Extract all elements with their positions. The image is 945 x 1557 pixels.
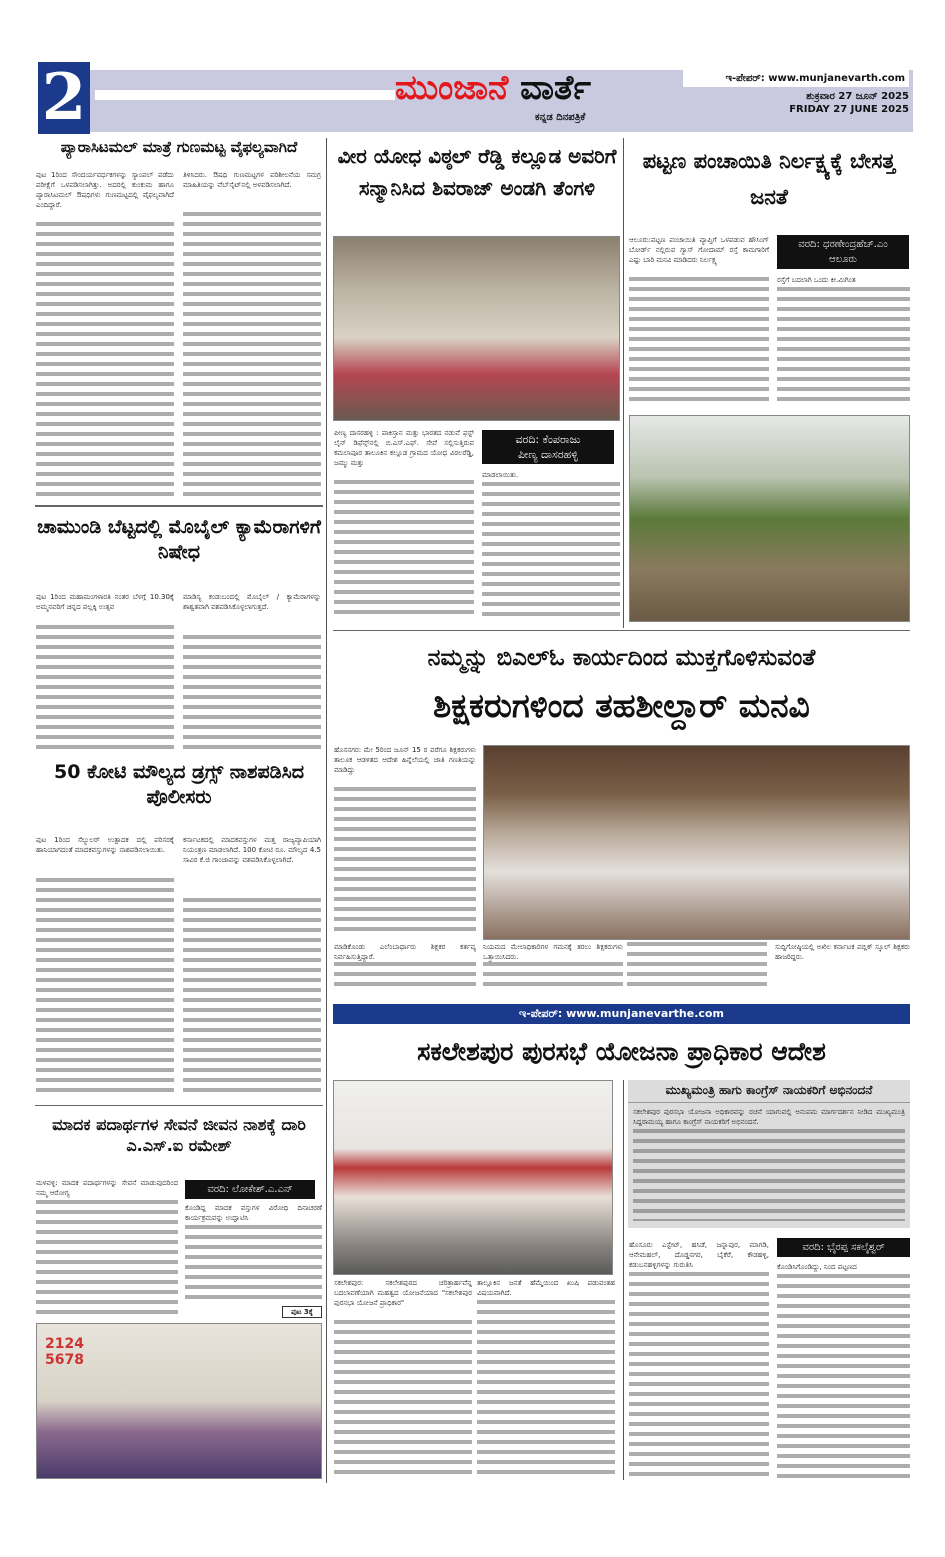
- masthead-divider: [95, 90, 395, 100]
- photo-board-text: 2124 5678: [45, 1336, 84, 1368]
- newspaper-logo: [395, 68, 591, 108]
- photo-town-municipality: [333, 1080, 613, 1275]
- article-body: ಪುಟ 1ರಿಂದ ಸೌಂದರ್ಯವರ್ಧಕಗಳನ್ನು ಸ್ಯಾಂಪಲ್ ಪಡೆದು ಪರೀಕ್ಷೆಗೆ ಒಳಪಡಿಸಲಾಗಿತ್ತು. ಅದರಲ್ಲಿ ಕುಂಕುಮ ಹಾಗೂ ಪ್ಯಾರಾಸಿಟಮಲ್ ಔಷಧಿಗಳು ಗುಣಮಟ್ಟದಲ್ಲಿ ವೈಫಲ್ಯವಾಗಿದೆ ಎಂದಿದ್ದಾರೆ.: [36, 171, 174, 209]
- logo-part1: ಮುಂಜಾನೆ: [395, 68, 509, 108]
- article-body: ರಸ್ತೆಗೆ ಬದಲಾಗಿ ಒಂದು ಕೀ.ಮಿಗಿಂತ: [777, 276, 856, 284]
- byline-place: ಪೀಣ್ಯ ದಾಸರಹಳ್ಳಿ: [518, 448, 578, 461]
- article-body: ಮಾಡಿಕೊಂಡು ಎಲೆಂಬಾರ್ಥಾರು ಶಿಕ್ಷಕರ ಕರ್ತವ್ಯ ನಿರ್ವಹಿಸುತ್ತಿದ್ದಾರೆ.: [334, 943, 476, 961]
- divider: [35, 505, 323, 507]
- date-english: FRIDAY 27 JUNE 2025: [789, 104, 909, 115]
- article-body: ಪುಟ 1ರಿಂದ ಸೆಲ್ಯುಲರ್ ಉತ್ಪಾದಕ ದಲ್ಲಿ ಪರಿಸರಕ್ಕೆ ಹಾನಿಯಾಗದಂತೆ ಮಾದಕವಸ್ತುಗಳನ್ನು ನಾಶಪಡಿಸಲಾಯಿತು.: [36, 836, 174, 854]
- headline-chamundi: ಚಾಮುಂಡಿ ಬೆಟ್ಟದಲ್ಲಿ ಮೊಬೈಲ್ ಕ್ಯಾಮೆರಾಗಳಿಗೆ ನಿಷೇಧ: [37, 516, 321, 563]
- headline-veera: ವೀರ ಯೋಧ ವಿಠ್ಠಲ್ ರೆಡ್ಡಿ ಕಲ್ಲೂಡ ಅವರಿಗೆ ಸನ್ಮಾನಿಸಿದ ಶಿವರಾಜ್ ಅಂಡಗಿ ತೆಂಗಳಿ: [337, 144, 617, 200]
- byline-name: ವರದಿ: ಧರಣೇಂದ್ರಹೆಚ್.ಎಂ: [798, 239, 888, 250]
- text-column: [334, 962, 476, 992]
- text-column: [633, 1129, 905, 1221]
- continued-label: ಪುಟ 3ಕ್ಕೆ: [282, 1306, 322, 1318]
- byline: [482, 430, 614, 464]
- text-column: [334, 787, 476, 937]
- article-body: ಸಕಲೇಶಪುರ: ಸಕಲೇಶಪುರದ ಚರಿತ್ರಾರ್ಹವೆನ್ನ ಬದಲಾವಣೆಯಾಗಿ ಮಹತ್ವದ ಯೋಜನೆಯಾದ "ಸಕಲೇಶಪುರ ಪುರಸಭಾ ಯೋಜನೆ ಪ್ರಾಧಿಕಾರ": [334, 1279, 472, 1307]
- text-column: [36, 1200, 178, 1318]
- headline-cm: ಮುಖ್ಯಮಂತ್ರಿ ಹಾಗು ಕಾಂಗ್ರೆಸ್ ನಾಯಕರಿಗೆ ಅಭಿನಂದನೆ: [628, 1080, 910, 1103]
- byline-name: ವರದಿ: ಕೆಂಪರಾಜು: [515, 433, 581, 446]
- text-column: [36, 222, 174, 497]
- column-rule: [623, 138, 624, 628]
- text-column: [629, 277, 769, 407]
- tagline: ಕನ್ನಡ ದಿನಪತ್ರಿಕೆ: [535, 112, 586, 123]
- text-column: [629, 1272, 769, 1480]
- text-column: [627, 942, 767, 992]
- text-column: [183, 212, 321, 497]
- article-body: ಕೊಂಡಿಸಿಗೊಂಡಿದ್ದು, ನಿಂದ ಪಟ್ಟಣದ: [777, 1263, 857, 1271]
- photo-felicitation: [333, 236, 620, 421]
- text-column: [185, 1225, 322, 1305]
- article-body: ಪುಟ 1ರಿಂದ ಮಹಾಮಂಗಳಾರತಿ ನಂತರ ಬೆಳಗ್ಗೆ 10.30ಕ್ಕೆ ಅಮ್ಮನವರಿಗೆ ಚಿನ್ನದ ಪಲ್ಲಕ್ಕಿ ಉತ್ಸವ: [36, 593, 174, 611]
- article-body: ಕರ್ನಾಟಕದಲ್ಲಿ ಮಾದಕವಸ್ತುಗಳ ಮತ್ತ ರಾಜ್ಯವ್ಯಾಪಿಯಾಗಿ ನಿಯಂತ್ರಣ ಮಾಡಲಾಗಿದೆ. 100 ಕೋಟಿ ರೂ. ಮೌಲ್ಯದ 4.5 ಸಾವಿರ ಕೆ.ಜಿ ಗಾಂಜಾವನ್ನು ವಶಪಡಿಸಿಕೊಳ್ಳಲಾಗಿದೆ.: [183, 836, 321, 864]
- byline-place: ಆಲೂರು: [829, 254, 857, 265]
- byline: ವರದಿ: ಲೋಕೇಶ್.ಎ.ಎನ್: [185, 1180, 315, 1199]
- text-column: [477, 1300, 615, 1480]
- headline-madaka: ಮಾದಕ ಪದಾರ್ಥಗಳ ಸೇವನೆ ಜೀವನ ನಾಶಕ್ಕೆ ದಾರಿ ಎ.ಎಸ್.ಐ ರಮೇಶ್: [52, 1115, 306, 1155]
- photo-drug-awareness-event: [36, 1323, 322, 1479]
- divider: [35, 1105, 323, 1106]
- headline-blo-1: ನಮ್ಮನ್ನು ಬಿಎಲ್‌ಓ ಕಾರ್ಯದಿಂದ ಮುಕ್ತಗೊಳಿಸುವಂತೆ: [427, 645, 816, 671]
- article-body: ತಾಲ್ಲೂಕಿನ ಜನತೆ ಹೆಮ್ಮೆಯಿಂದ ಖುಷಿ ಪಡುವಂತಹ ವಿಷಯವಾಗಿದೆ.: [477, 1279, 615, 1297]
- logo-part2: ವಾರ್ತೆ: [520, 68, 591, 108]
- text-column: [482, 482, 620, 620]
- article-body: ಸಕಲೇಶಪುರ ಪುರಸಭಾ ಯೋಜನಾ ಅಧಿಕಾರವನ್ನು ರಚನೆ ಯಾಗುವಲ್ಲಿ ಅನುಪಮ ಮಾರ್ಗದರ್ಶನ ನೀಡಿದ ಮುಖ್ಯಮಂತ್ರಿ ಸಿದ್ದರಾಮಯ್ಯ ಹಾಗೂ ಕಾಂಗ್ರೆಸ್ ನಾಯಕರಿಗೆ ಅಭಿನಂದನೆ.: [633, 1107, 905, 1126]
- page-number: 2: [38, 62, 90, 134]
- article-body: ಮಾಡಿಸ್ಯ ಕಂಡುಬಂದಲ್ಲಿ ಮೊಬೈಲ್ / ಕ್ಯಾಮೆರಾಗಳನ್ನು ಶಾಶ್ವತವಾಗಿ ವಶಪಡಿಸಿಕೊಳ್ಳಲಾಗುತ್ತದೆ.: [183, 593, 321, 611]
- article-body: ಸುದ್ದಿಗೋಷ್ಠಿಯಲ್ಲಿ ಅಖಿಲ ಕರ್ನಾಟಕ ಪಬ್ಲಿಕ್ ಸ್ಕೂಲ್ ಶಿಕ್ಷಕರು ಹಾಜರಿದ್ದರು.: [775, 943, 910, 961]
- text-column: [777, 1274, 910, 1480]
- article-body: ಆಲೂರು:ಪಟ್ಟಣ ಪಂಚಾಯಿತಿ ವ್ಯಾಪ್ತಿಗೆ ಒಳಪಡುವ ಹೌಸಿಂಗ್ ಬೋರ್ಡ್ ನಲ್ಲಿರುವ ಗ್ಯಾಸ್ ಗೋದಾಮ್ ರಸ್ತೆ ಕಾಮಗಾರಿಗೆ ಎಷ್ಟು ಬಾರಿ ಮನವಿ ಮಾಡಿದರು ನಿರ್ಲಕ್ಷ್ಯ: [629, 236, 769, 264]
- date-kannada: ಶುಕ್ರವಾರ 27 ಜೂನ್ 2025: [806, 91, 909, 102]
- article-body: ಹೊಸೂರು ಎಸ್ಟೇಟ್, ಹಸಿಡೆ, ಜನ್ನಾಪುರ, ಮಾಗಡಿ, ಆನೇಮಹಲ್, ದೊಡ್ಡನಗರ, ಬೈಕೆರೆ, ಕೌಡಹಳ್ಳಿ, ಕಡುಬನಹಳ್ಳಿಗಳನ್ನು ಗುರುತಿಸಿ: [629, 1241, 769, 1269]
- text-column: [777, 287, 910, 407]
- masthead-info: [683, 70, 913, 124]
- epaper-link[interactable]: ಇ-ಪೇಪರ್: www.munjanevarth.com: [683, 70, 909, 87]
- column-rule: [326, 138, 327, 1483]
- article-body: ಮಳವಳ್ಳಿ: ಮಾದಕ ಪದಾರ್ಥಗಳನ್ನು ಸೇವನೆ ಮಾಡುವುದರಿಂದ ನಮ್ಮ ಆರೋಗ್ಯ: [36, 1179, 178, 1197]
- headline-paracetamol: ಪ್ಯಾರಾಸಿಟಮಲ್ ಮಾತ್ರೆ ಗುಣಮಟ್ಟ ವೈಫಲ್ಯವಾಗಿದೆ: [60, 138, 298, 156]
- column-rule: [623, 1080, 624, 1480]
- text-column: [483, 962, 623, 992]
- photo-damaged-road: [629, 415, 910, 622]
- article-body: ಮಾಡಲಾಯಿತು.: [482, 471, 519, 479]
- byline: ವರದಿ: ಭೈರಪ್ಪ ಸಕಲೈಶ್ವರ್: [777, 1238, 910, 1257]
- text-column: [334, 1320, 472, 1480]
- article-body: ಹೊಸನಗರ: ಮೇ 5ರಿಂದ ಜೂನ್ 15 ರ ವರೆಗೂ ಶಿಕ್ಷಕರುಗಳು ತಾಲೂಕ ಆಡಳಿತದ ಆದೇಶ ಹಿನ್ನೆಲೆಯಲ್ಲಿ ಜಾತಿ ಗಣತಿಯನ್ನು ಮಾಡಿದ್ದು: [334, 746, 476, 774]
- epaper-banner[interactable]: ಇ-ಪೇಪರ್: www.munjanevarthe.com: [333, 1004, 910, 1024]
- divider: [333, 630, 910, 631]
- headline-blo-2: ಶಿಕ್ಷಕರುಗಳಿಂದ ತಹಶೀಲ್ದಾರ್ ಮನವಿ: [433, 686, 810, 725]
- photo-teachers-memorandum: [483, 745, 910, 940]
- byline: [777, 235, 909, 269]
- article-body: [627, 942, 767, 992]
- headline-drugs: 50 ಕೋಟಿ ಮೌಲ್ಯದ ಡ್ರಗ್ಸ್ ನಾಶಪಡಿಸಿದ ಪೊಲೀಸರು: [54, 761, 304, 808]
- text-column: [183, 635, 321, 750]
- text-column: [183, 898, 321, 1098]
- article-body: ತಿಳಿಸಿದರು. ಔಷಧಿ ಗುಣಮಟ್ಟಗಳ ಪರಿಶೀಲನೆಯ ಸಮಗ್ರ ಮಾಹಿತಿಯನ್ನು ವೆಬ್‌ಸೈಟ್‌ನಲ್ಲಿ ಅಳವಡಿಸಲಾಗಿದೆ.: [183, 171, 321, 189]
- sidebar-box-cm: [628, 1080, 910, 1228]
- article-body: ಕೊಂಡಿದ್ದ ಮಾದಕ ವಸ್ತುಗಳ ವಿರೋಧಿ ದಿನಾಚರಣೆ ಕಾರ್ಯಕ್ರಮವನ್ನು ಉದ್ಘಾಟಿಸಿ: [185, 1204, 322, 1222]
- headline-pattana: ಪಟ್ಟಣ ಪಂಚಾಯಿತಿ ನಿರ್ಲಕ್ಷ್ಯಕ್ಕೆ ಬೇಸತ್ತ ಜನತೆ: [642, 149, 896, 209]
- text-column: [36, 625, 174, 750]
- article-body: ಪೀಣ್ಯ ದಾಸರಹಳ್ಳಿ : ಪಾಕಿಸ್ತಾನ ಮತ್ತು ಭಾರತದ ನಡುವೆ ಫಸ್ಟ್ ಲೈನ್ ಡಿಫೆನ್ಸ್‌ನಲ್ಲಿ ಬಿ.ಎಸ್.ಎಫ್. ಸೇವೆ ಸಲ್ಲಿಸುತ್ತಿರುವ ಕಮಲಾಪೂರ ತಾಲೂಕಿನ ಕಲ್ಲೂಡ ಗ್ರಾಮದ ಯೋಧ ವಿಠಲರೆಡ್ಡಿ, ಜಮ್ಮು ಮತ್ತು: [334, 429, 474, 467]
- headline-sakaleshpura: ಸಕಲೇಶಪುರ ಪುರಸಭೆ ಯೋಜನಾ ಪ್ರಾಧಿಕಾರ ಆದೇಶ: [417, 1037, 826, 1066]
- text-column: [334, 480, 474, 620]
- article-body: ನಿಯಮದ ಮೇಲಾಧಿಕಾರಿಗಳ ಗಮನಕ್ಕೆ ತರಲು ಶಿಕ್ಷಕರುಗಳು ಒತ್ತಾಯಿಸಿದರು.: [483, 943, 623, 961]
- text-column: [36, 878, 174, 1098]
